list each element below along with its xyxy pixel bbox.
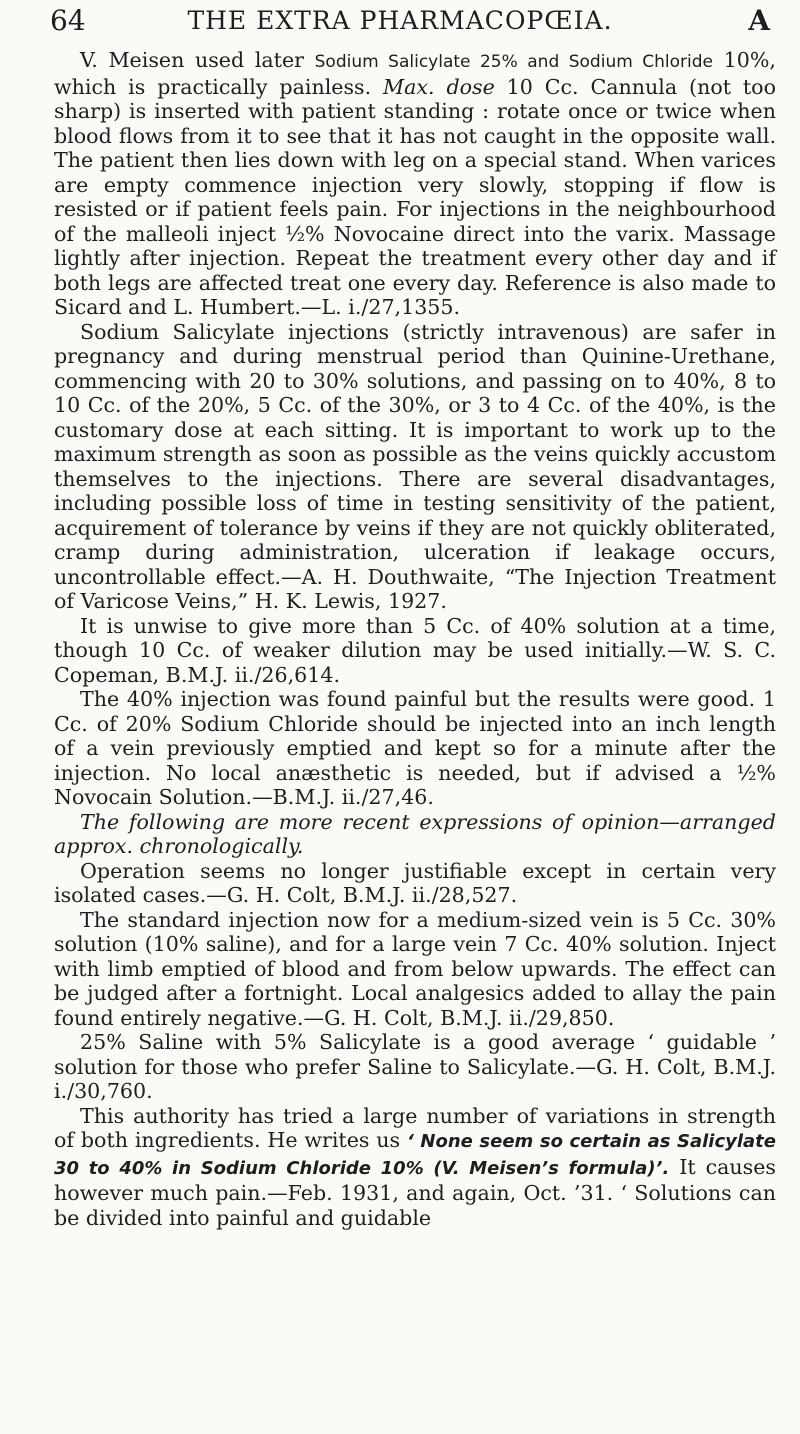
text-run: This authority has tried a large number of variations in strength of both ingredients. He writes us bbox=[54, 1103, 776, 1152]
text-run: Operation seems no longer justifiable except in certain very isolated cases.—G. H. Colt, B.M.J. ii./28,527. bbox=[54, 858, 776, 907]
paragraph bbox=[54, 320, 776, 614]
page-header bbox=[0, 4, 800, 48]
text-run: V. Meisen used later bbox=[80, 48, 315, 72]
paragraph bbox=[54, 1104, 776, 1231]
paragraph bbox=[54, 614, 776, 688]
paragraph bbox=[54, 48, 776, 320]
text-run: Sodium Salicylate injections (strictly intravenous) are safer in pregnancy and during menstrual period than Quinine-Urethane, commencing with 20 to 30% solutions, and passing on to 40%, 8 to 10 Cc. of the 20%, 5 Cc. of the 30%, or 3 to 4 Cc. of the 40%, is the customary dose at each sitting. It is important to work up to the maximum strength as soon as possible as the veins quickly accustom themselves to the injections. There are several disadvantages, including possible loss of time in testing sensitivity of the patient, acquirement of tolerance by veins if they are not quickly obliterated, cramp during administration, ulceration if leakage occurs, uncontrollable effect.—A. H. Douthwaite, “The Injection Treatment of Varicose Veins,” H. K. Lewis, 1927. bbox=[54, 319, 776, 613]
text-run: ‘ None seem so certain as Salicylate 30 to 40% in Sodium Chloride 10% (V. Meisen’s formula)’. bbox=[54, 1131, 776, 1179]
text-run: It is unwise to give more than 5 Cc. of 40% solution at a time, though 10 Cc. of weaker dilution may be used initially.—W. S. C. Copeman, B.M.J. ii./26,614. bbox=[54, 613, 776, 687]
paragraph bbox=[54, 810, 776, 859]
page-number: 64 bbox=[50, 4, 86, 37]
paragraph bbox=[54, 859, 776, 908]
text-run: The standard injection now for a medium-sized vein is 5 Cc. 30% solution (10% saline), and for a large vein 7 Cc. 40% solution. Inject with limb emptied of blood and from below upwards. The effect can be judged after a fortnight. Local analgesics added to allay the pain found entirely negative.—G. H. Colt, B.M.J. ii./29,850. bbox=[54, 907, 776, 1030]
paragraph bbox=[54, 687, 776, 810]
body-text bbox=[54, 48, 776, 1230]
text-run: The following are more recent expressions of opinion—arranged approx. chronologically. bbox=[54, 809, 776, 858]
text-run: Sodium Salicylate 25% and Sodium Chloride bbox=[314, 52, 714, 72]
text-run: It causes however much pain.—Feb. 1931, and again, Oct. ’31. ‘ Solutions can be divided into painful and guidable bbox=[54, 1154, 776, 1230]
text-run: 10%, which is practically painless. bbox=[54, 48, 776, 99]
running-title: THE EXTRA PHARMACOPŒIA. bbox=[187, 6, 613, 35]
paragraph bbox=[54, 1030, 776, 1104]
section-letter: A bbox=[748, 4, 770, 37]
text-run: The 40% injection was found painful but the results were good. 1 Cc. of 20% Sodium Chloride should be injected into an inch length of a vein previously emptied and kept so for a minute after the injection. No local anæsthetic is needed, but if advised a ½% Novocain Solution.—B.M.J. ii./27,46. bbox=[54, 687, 776, 809]
text-run: 10 Cc. Cannula (not too sharp) is inserted with patient standing : rotate once or twice when blood flows from it to see that it has not caught in the opposite wall. The patient then lies down with leg on a special stand. When varices are empty commence injection very slowly, stopping if flow is resisted or if patient feels pain. For injections in the neighbourhood of the malleoli inject ½% Novocaine direct into the varix. Massage lightly after injection. Repeat the treatment every other day and if both legs are affected treat one every day. Reference is also made to Sicard and L. Humbert.—L. i./27,1355. bbox=[54, 74, 776, 319]
paragraph bbox=[54, 908, 776, 1031]
text-run: Max. dose bbox=[383, 74, 495, 99]
text-run: 25% Saline with 5% Salicylate is a good average ‘ guidable ’ solution for those who prefer Saline to Salicylate.—G. H. Colt, B.M.J. i./30,760. bbox=[54, 1030, 776, 1103]
